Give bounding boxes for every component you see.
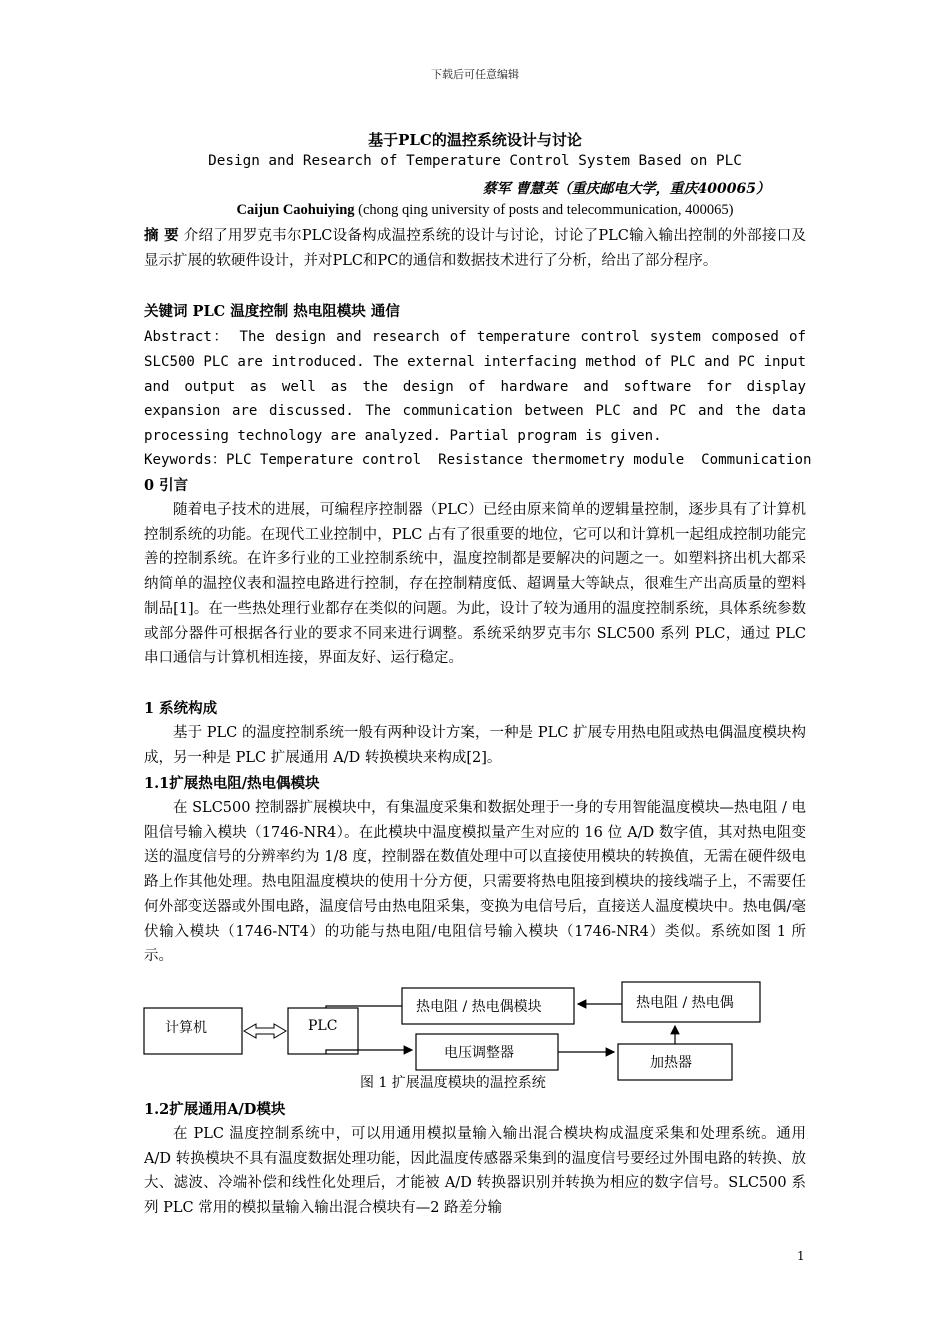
abstract-cn-text: 介绍了用罗克韦尔PLC设备构成温控系统的设计与讨论，讨论了PLC输入输出控制的外部接口及显示扩展的软硬件设计，并对PLC和PC的通信和数据技术进行了分析，给出了部分程序。	[144, 228, 806, 269]
keywords-cn: 关键词 PLC 温度控制 热电阻模块 通信	[144, 303, 400, 320]
section-1-2-text: 在 PLC 温度控制系统中，可以用通用模拟量输入输出混合模块构成温度采集和处理系统。通用 A/D 转换模块不具有温度数据处理功能，因此温度传感器采集到的温度信号要经过外围电路的转换、放大、滤波、冷端补偿和线性化处理后，才能被 A/D 转换器识别并转换为相应的数字信号。SLC500 系列 PLC 常用的模拟量输入输出混合模块有—2 路差分输	[144, 1126, 806, 1217]
regulator-label: 电压调整器	[444, 1045, 514, 1061]
computer-plc-double-arrow	[244, 1024, 286, 1038]
section-1-1-text: 在 SLC500 控制器扩展模块中，有集温度采集和数据处理于一身的专用智能温度模块—热电阻 / 电阻信号输入模块（1746-NR4）。在此模块中温度模拟量产生对应的 16 位 A/D 数字值，其对热电阻变送的温度信号的分辨率约为 1/8 度，控制器在数值处理中可以直接使用模块的转换值，无需在硬件级电路上作其他处理。热电阻温度模块的使用十分方便，只需要将热电阻接到模块的接线端子上，不需要任何外部变送器或外围电路，温度信号由热电阻采集，变换为电信号后，直接送人温度模块中。热电偶/毫伏输入模块（1746-NT4）的功能与热电阻/电阻信号输入模块（1746-NR4）类似。系统如图 1 所示。	[144, 800, 806, 965]
authors-cn: 蔡军 曹慧英（重庆邮电大学，重庆400065）	[482, 181, 770, 197]
section-0-title: 0 引言	[144, 477, 189, 494]
abstract-cn	[144, 224, 806, 273]
authors-en-name: Caijun Caohuiying	[236, 202, 355, 218]
page-number: 1	[797, 1249, 805, 1263]
section-1-1-title: 1.1扩展热电阻/热电偶模块	[144, 775, 320, 792]
authors-en	[0, 202, 950, 219]
page-header: 下载后可任意编辑	[431, 68, 519, 81]
section-1-text: 基于 PLC 的温度控制系统一般有两种设计方案，一种是 PLC 扩展专用热电阻或热电偶温度模块构成，另一种是 PLC 扩展通用 A/D 转换模块来构成[2]。	[144, 725, 806, 766]
section-1-title: 1 系统构成	[144, 700, 218, 717]
title-cn: 基于PLC的温控系统设计与讨论	[368, 131, 582, 149]
computer-label: 计算机	[165, 1020, 207, 1036]
section-0-text: 随着电子技术的进展，可编程序控制器（PLC）已经由原来简单的逻辑量控制，逐步具有了计算机控制系统的功能。在现代工业控制中，PLC 占有了很重要的地位，它可以和计算机一起组成控制功能完善的控制系统。在许多行业的工业控制系统中，温度控制都是要解决的问题之一。如塑料挤出机大都采纳简单的温控仪表和温控电路进行控制，存在控制精度低、超调量大等缺点，很难生产出高质量的塑料制品[1]。在一些热处理行业都存在类似的问题。为此，设计了较为通用的温度控制系统，具体系统参数或部分器件可根据各行业的要求不同来进行调整。系统采纳罗克韦尔 SLC500 系列 PLC，通过 PLC 串口通信与计算机相连接，界面友好、运行稳定。	[144, 502, 806, 667]
keywords-en: Keywords：PLC Temperature control Resistance thermometry module Communication	[144, 452, 812, 468]
abstract-en: Abstract： The design and research of temperature control system composed of SLC500 PLC are introduced. The external interfacing method of PLC and PC input and output as well as the design of hardware and software for display expansion are discussed. The communication between PLC and PC and the data processing technology are analyzed. Partial program is given.	[144, 329, 806, 445]
section-1-2-title: 1.2扩展通用A/D模块	[144, 1101, 286, 1118]
figure-1-caption: 图 1 扩展温度模块的温控系统	[360, 1075, 546, 1091]
title-en: Design and Research of Temperature Control System Based on PLC	[208, 153, 742, 169]
module-label: 热电阻 / 热电偶模块	[416, 999, 542, 1015]
sensor-label: 热电阻 / 热电偶	[636, 995, 734, 1011]
plc-label: PLC	[308, 1018, 338, 1034]
authors-en-affiliation: (chong qing university of posts and telecommunication, 400065)	[358, 202, 734, 218]
heater-label: 加热器	[650, 1055, 692, 1071]
abstract-cn-label: 摘 要	[144, 227, 179, 244]
